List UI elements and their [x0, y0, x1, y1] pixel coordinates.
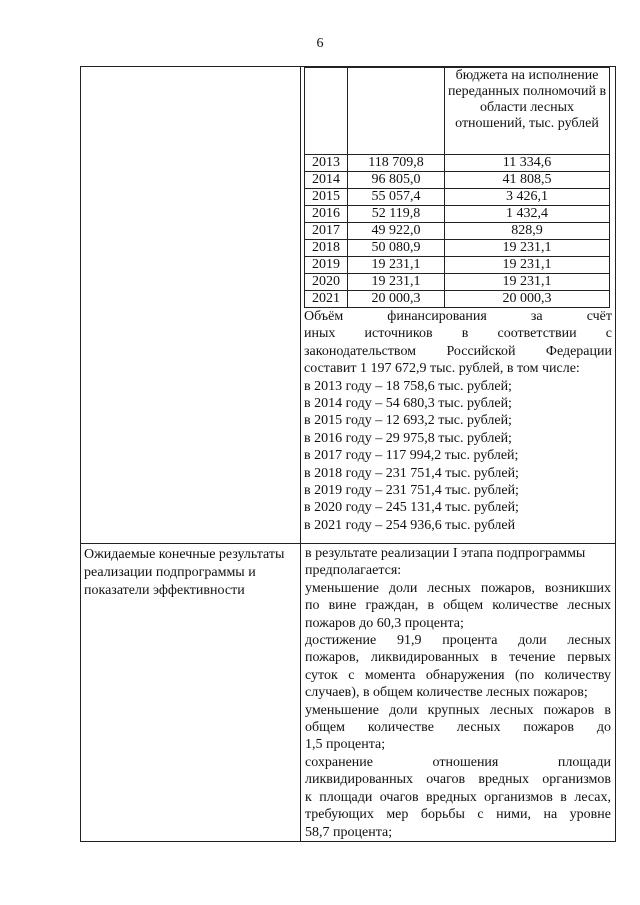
results-value-cell: [301, 544, 616, 842]
finance-row: [305, 206, 610, 223]
total-cell: 19 231,1: [348, 257, 445, 274]
results-text: [301, 544, 615, 841]
total-cell: 50 080,9: [348, 240, 445, 257]
results-line: по вине граждан, в общем количестве лесных: [305, 598, 611, 614]
other-sources-line: в 2016 году – 29 975,8 тыс. рублей;: [304, 430, 512, 446]
federal-cell: 41 808,5: [445, 172, 610, 189]
year-cell: 2018: [305, 240, 348, 257]
results-label: Ожидаемые конечные результаты реализации подпрограммы и показатели эффективности: [84, 547, 285, 598]
results-line: уменьшение доли лесных пожаров, возникших: [305, 580, 611, 596]
total-cell: 55 057,4: [348, 189, 445, 206]
finance-row: [305, 172, 610, 189]
finance-row: [305, 223, 610, 240]
passport-table: [80, 66, 616, 842]
other-sources-line: в 2018 году – 231 751,4 тыс. рублей;: [304, 465, 519, 481]
results-line: в результате реализации I этапа подпрограммы: [305, 546, 586, 561]
results-label-cell: [81, 544, 301, 842]
results-line: уменьшение доли крупных лесных пожаров в: [305, 702, 611, 718]
other-sources-line: в 2014 году – 54 680,3 тыс. рублей;: [304, 396, 512, 412]
results-line: к площади очагов вредных организмов в лесах,: [305, 789, 611, 805]
federal-cell: 828,9: [445, 223, 610, 240]
other-sources-line: в 2021 году – 254 936,6 тыс. рублей: [304, 517, 516, 533]
other-sources-line: составит 1 197 672,9 тыс. рублей, в том числе:: [304, 361, 580, 377]
results-line: случаев), в общем количестве лесных пожаров;: [305, 685, 588, 701]
results-line: достижение 91,9 процента доли лесных: [305, 633, 611, 649]
financing-value-cell: [301, 67, 616, 544]
federal-cell: 1 432,4: [445, 206, 610, 223]
finance-row: [305, 257, 610, 274]
header-total-cell: [348, 68, 445, 155]
results-line: 58,7 процента;: [305, 824, 393, 840]
other-sources-line: в 2019 году – 231 751,4 тыс. рублей;: [304, 483, 519, 499]
other-sources-line: в 2015 году – 12 693,2 тыс. рублей;: [304, 413, 512, 429]
federal-cell: 20 000,3: [445, 291, 610, 308]
finance-row: [305, 155, 610, 172]
header-federal-cell: бюджета на исполнение переданных полномочий в области лесных отношений, тыс. рублей: [445, 68, 610, 155]
year-cell: 2013: [305, 155, 348, 172]
total-cell: 52 119,8: [348, 206, 445, 223]
finance-table-header: [305, 68, 610, 155]
year-cell: 2020: [305, 274, 348, 291]
results-line: 1,5 процента;: [305, 737, 386, 753]
other-sources-line: в 2020 году – 245 131,4 тыс. рублей;: [304, 500, 519, 516]
federal-cell: 19 231,1: [445, 240, 610, 257]
total-cell: 20 000,3: [348, 291, 445, 308]
results-line: общем количестве лесных пожаров до: [305, 720, 611, 736]
year-cell: 2014: [305, 172, 348, 189]
results-line: пожаров, ликвидированных в течение первых: [305, 650, 611, 666]
other-sources-line: в 2013 году – 18 758,6 тыс. рублей;: [304, 378, 512, 394]
federal-cell: 11 334,6: [445, 155, 610, 172]
financing-row: [81, 67, 616, 544]
results-line: предполагается:: [305, 563, 402, 579]
results-line: суток с момента обнаружения (по количеству: [305, 667, 611, 683]
year-cell: 2017: [305, 223, 348, 240]
year-cell: 2016: [305, 206, 348, 223]
results-line: требующих мер борьбы с ними, на уровне: [305, 807, 611, 823]
other-sources-line: Объём финансирования за счёт: [304, 309, 612, 324]
finance-table: [304, 67, 610, 308]
other-sources-text: [301, 308, 615, 534]
other-sources-line: в 2017 году – 117 994,2 тыс. рублей;: [304, 448, 519, 464]
financing-label-cell: [81, 67, 301, 544]
finance-row: [305, 240, 610, 257]
results-line: ликвидированных очагов вредных организмов: [305, 772, 611, 788]
other-sources-line: иных источников в соответствии с: [304, 326, 612, 342]
federal-cell: 19 231,1: [445, 274, 610, 291]
total-cell: 118 709,8: [348, 155, 445, 172]
header-year-cell: [305, 68, 348, 155]
year-cell: 2019: [305, 257, 348, 274]
page-number: 6: [316, 36, 324, 51]
year-cell: 2015: [305, 189, 348, 206]
finance-row: [305, 189, 610, 206]
total-cell: 96 805,0: [348, 172, 445, 189]
federal-cell: 19 231,1: [445, 257, 610, 274]
total-cell: 49 922,0: [348, 223, 445, 240]
results-line: пожаров до 60,3 процента;: [305, 615, 464, 631]
results-row: [81, 544, 616, 842]
finance-row: [305, 291, 610, 308]
total-cell: 19 231,1: [348, 274, 445, 291]
year-cell: 2021: [305, 291, 348, 308]
finance-row: [305, 274, 610, 291]
other-sources-line: законодательством Российской Федерации: [304, 343, 612, 359]
federal-cell: 3 426,1: [445, 189, 610, 206]
results-line: сохранение отношения площади: [305, 754, 611, 770]
